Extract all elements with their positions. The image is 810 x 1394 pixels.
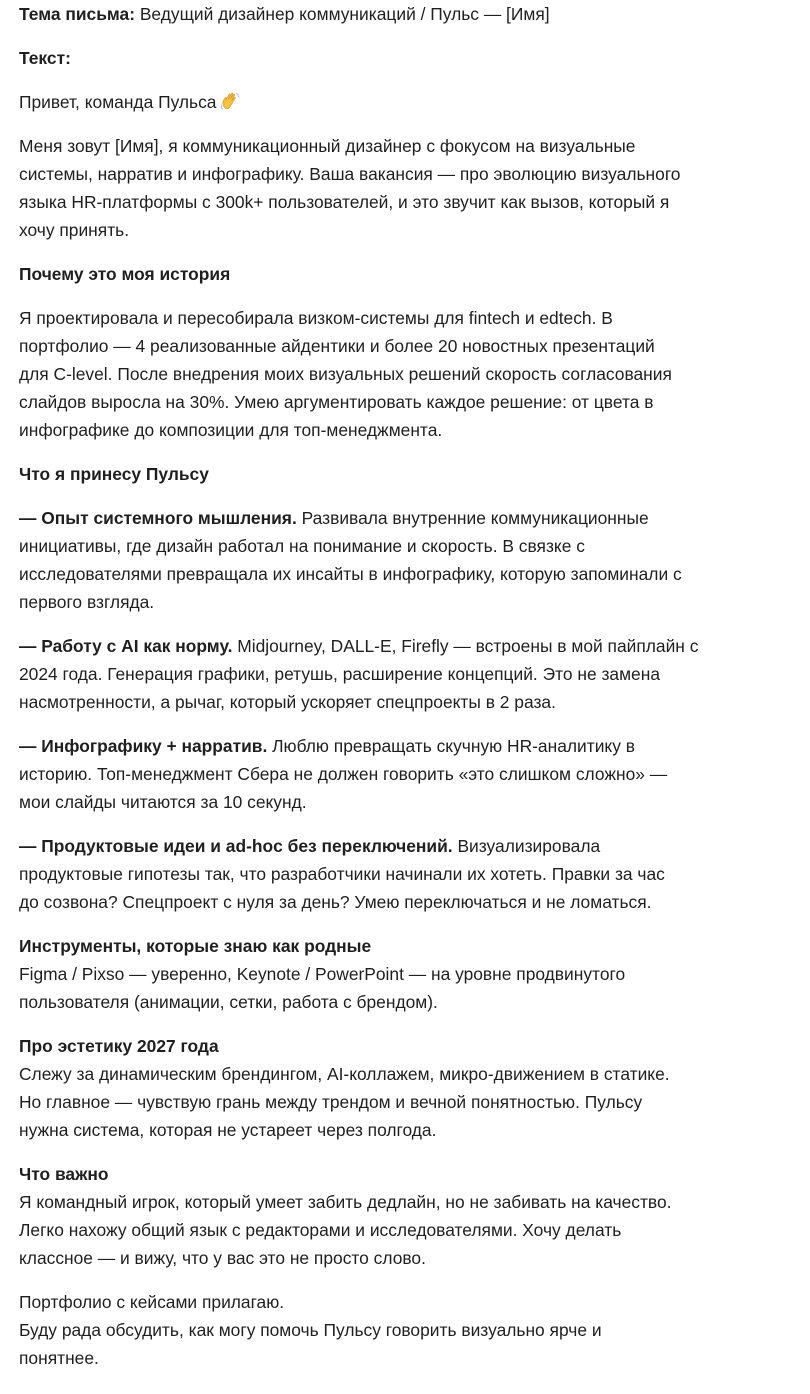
why-line: портфолио — 4 реализованные айдентики и более 20 новостных презентаций <box>19 336 655 356</box>
greeting-text: Привет, команда Пульса <box>19 92 217 112</box>
subject-value: Ведущий дизайнер коммуникаций / Пульс — [Имя] <box>135 4 550 24</box>
intro-line: системы, нарратив и инфографику. Ваша вакансия — про эволюцию визуального <box>19 164 681 184</box>
why-heading: Почему это моя история <box>19 264 231 284</box>
bring-item-first-line <box>19 632 698 660</box>
bring-item-title: — Инфографику + нарратив. <box>19 736 268 756</box>
text-label: Текст: <box>19 48 71 68</box>
subject-label: Тема письма: <box>19 4 135 24</box>
bring-item-line: 2024 года. Генерация графики, ретушь, расширение концепций. Это не замена <box>19 664 660 684</box>
closing-line: понятнее. <box>19 1348 99 1368</box>
bring-item-title: — Опыт системного мышления. <box>19 508 297 528</box>
greeting <box>19 88 241 116</box>
why-paragraph <box>19 304 672 444</box>
bring-item-text: Визуализировала <box>452 836 601 856</box>
bring-item-text: Midjourney, DALL-E, Firefly — встроены в мой пайплайн с <box>232 636 699 656</box>
why-line: Я проектировала и пересобирала визком-системы для fintech и edtech. В <box>19 308 613 328</box>
bring-item-product <box>19 832 665 916</box>
bring-item-line: насмотренности, а рычаг, который ускоряет спецпроекты в 2 раза. <box>19 692 556 712</box>
bring-item-line: мои слайды читаются за 10 секунд. <box>19 792 307 812</box>
bring-item-line: продуктовые гипотезы так, что разработчики начинали их хотеть. Правки за час <box>19 864 665 884</box>
bring-item-line: историю. Топ-менеджмент Сбера не должен говорить «это слишком сложно» — <box>19 764 668 784</box>
closing-section <box>19 1288 602 1372</box>
waving-hand-icon <box>219 90 241 112</box>
tools-line: Figma / Pixso — уверенно, Keynote / PowerPoint — на уровне продвинутого <box>19 964 626 984</box>
tools-line: пользователя (анимации, сетки, работа с брендом). <box>19 992 438 1012</box>
closing-line: Портфолио с кейсами прилагаю. <box>19 1292 285 1312</box>
subject-line <box>19 0 550 28</box>
why-line: слайдов выросла на 30%. Умею аргументировать каждое решение: от цвета в <box>19 392 654 412</box>
aesthetic-section <box>19 1032 670 1144</box>
bring-item-line: первого взгляда. <box>19 592 155 612</box>
important-heading: Что важно <box>19 1164 109 1184</box>
tools-section <box>19 932 625 1016</box>
bring-item-title: — Работу с AI как норму. <box>19 636 233 656</box>
bring-item-first-line <box>19 504 682 532</box>
aesthetic-line: Но главное — чувствую грань между трендом и вечной понятностью. Пульсу <box>19 1092 643 1112</box>
bring-item-line: исследователями превращала их инсайты в инфографику, которую запоминали с <box>19 564 682 584</box>
bring-item-infographics <box>19 732 667 816</box>
bring-item-line: до созвона? Спецпроект с нуля за день? Умею переключаться и не ломаться. <box>19 892 652 912</box>
important-section <box>19 1160 671 1272</box>
bring-item-systems <box>19 504 682 616</box>
important-line: Я командный игрок, который умеет забить дедлайн, но не забивать на качество. <box>19 1192 672 1212</box>
aesthetic-line: Слежу за динамическим брендингом, AI-коллажем, микро-движением в статике. <box>19 1064 670 1084</box>
why-line: инфографике до композиции для топ-менеджмента. <box>19 420 443 440</box>
bring-item-text: Развивала внутренние коммуникационные <box>296 508 649 528</box>
intro-line: Меня зовут [Имя], я коммуникационный дизайнер с фокусом на визуальные <box>19 136 636 156</box>
bring-item-line: инициативы, где дизайн работал на понимание и скорость. В связке с <box>19 536 585 556</box>
bring-item-title: — Продуктовые идеи и ad-hoc без переключений. <box>19 836 453 856</box>
intro-paragraph <box>19 132 680 244</box>
why-line: для C-level. После внедрения моих визуальных решений скорость согласования <box>19 364 672 384</box>
intro-line: языка HR-платформы с 300k+ пользователей, и это звучит как вызов, который я <box>19 192 670 212</box>
bring-item-first-line <box>19 732 667 760</box>
aesthetic-line: нужна система, которая не устареет через полгода. <box>19 1120 437 1140</box>
tools-heading: Инструменты, которые знаю как родные <box>19 936 372 956</box>
bring-item-first-line <box>19 832 665 860</box>
important-line: классное — и вижу, что у вас это не просто слово. <box>19 1248 426 1268</box>
closing-line: Буду рада обсудить, как могу помочь Пульсу говорить визуально ярче и <box>19 1320 602 1340</box>
intro-line: хочу принять. <box>19 220 130 240</box>
bring-item-text: Люблю превращать скучную HR-аналитику в <box>267 736 635 756</box>
aesthetic-heading: Про эстетику 2027 года <box>19 1036 219 1056</box>
bring-heading: Что я принесу Пульсу <box>19 464 209 484</box>
bring-item-ai <box>19 632 698 716</box>
important-line: Легко нахожу общий язык с редакторами и исследователями. Хочу делать <box>19 1220 622 1240</box>
